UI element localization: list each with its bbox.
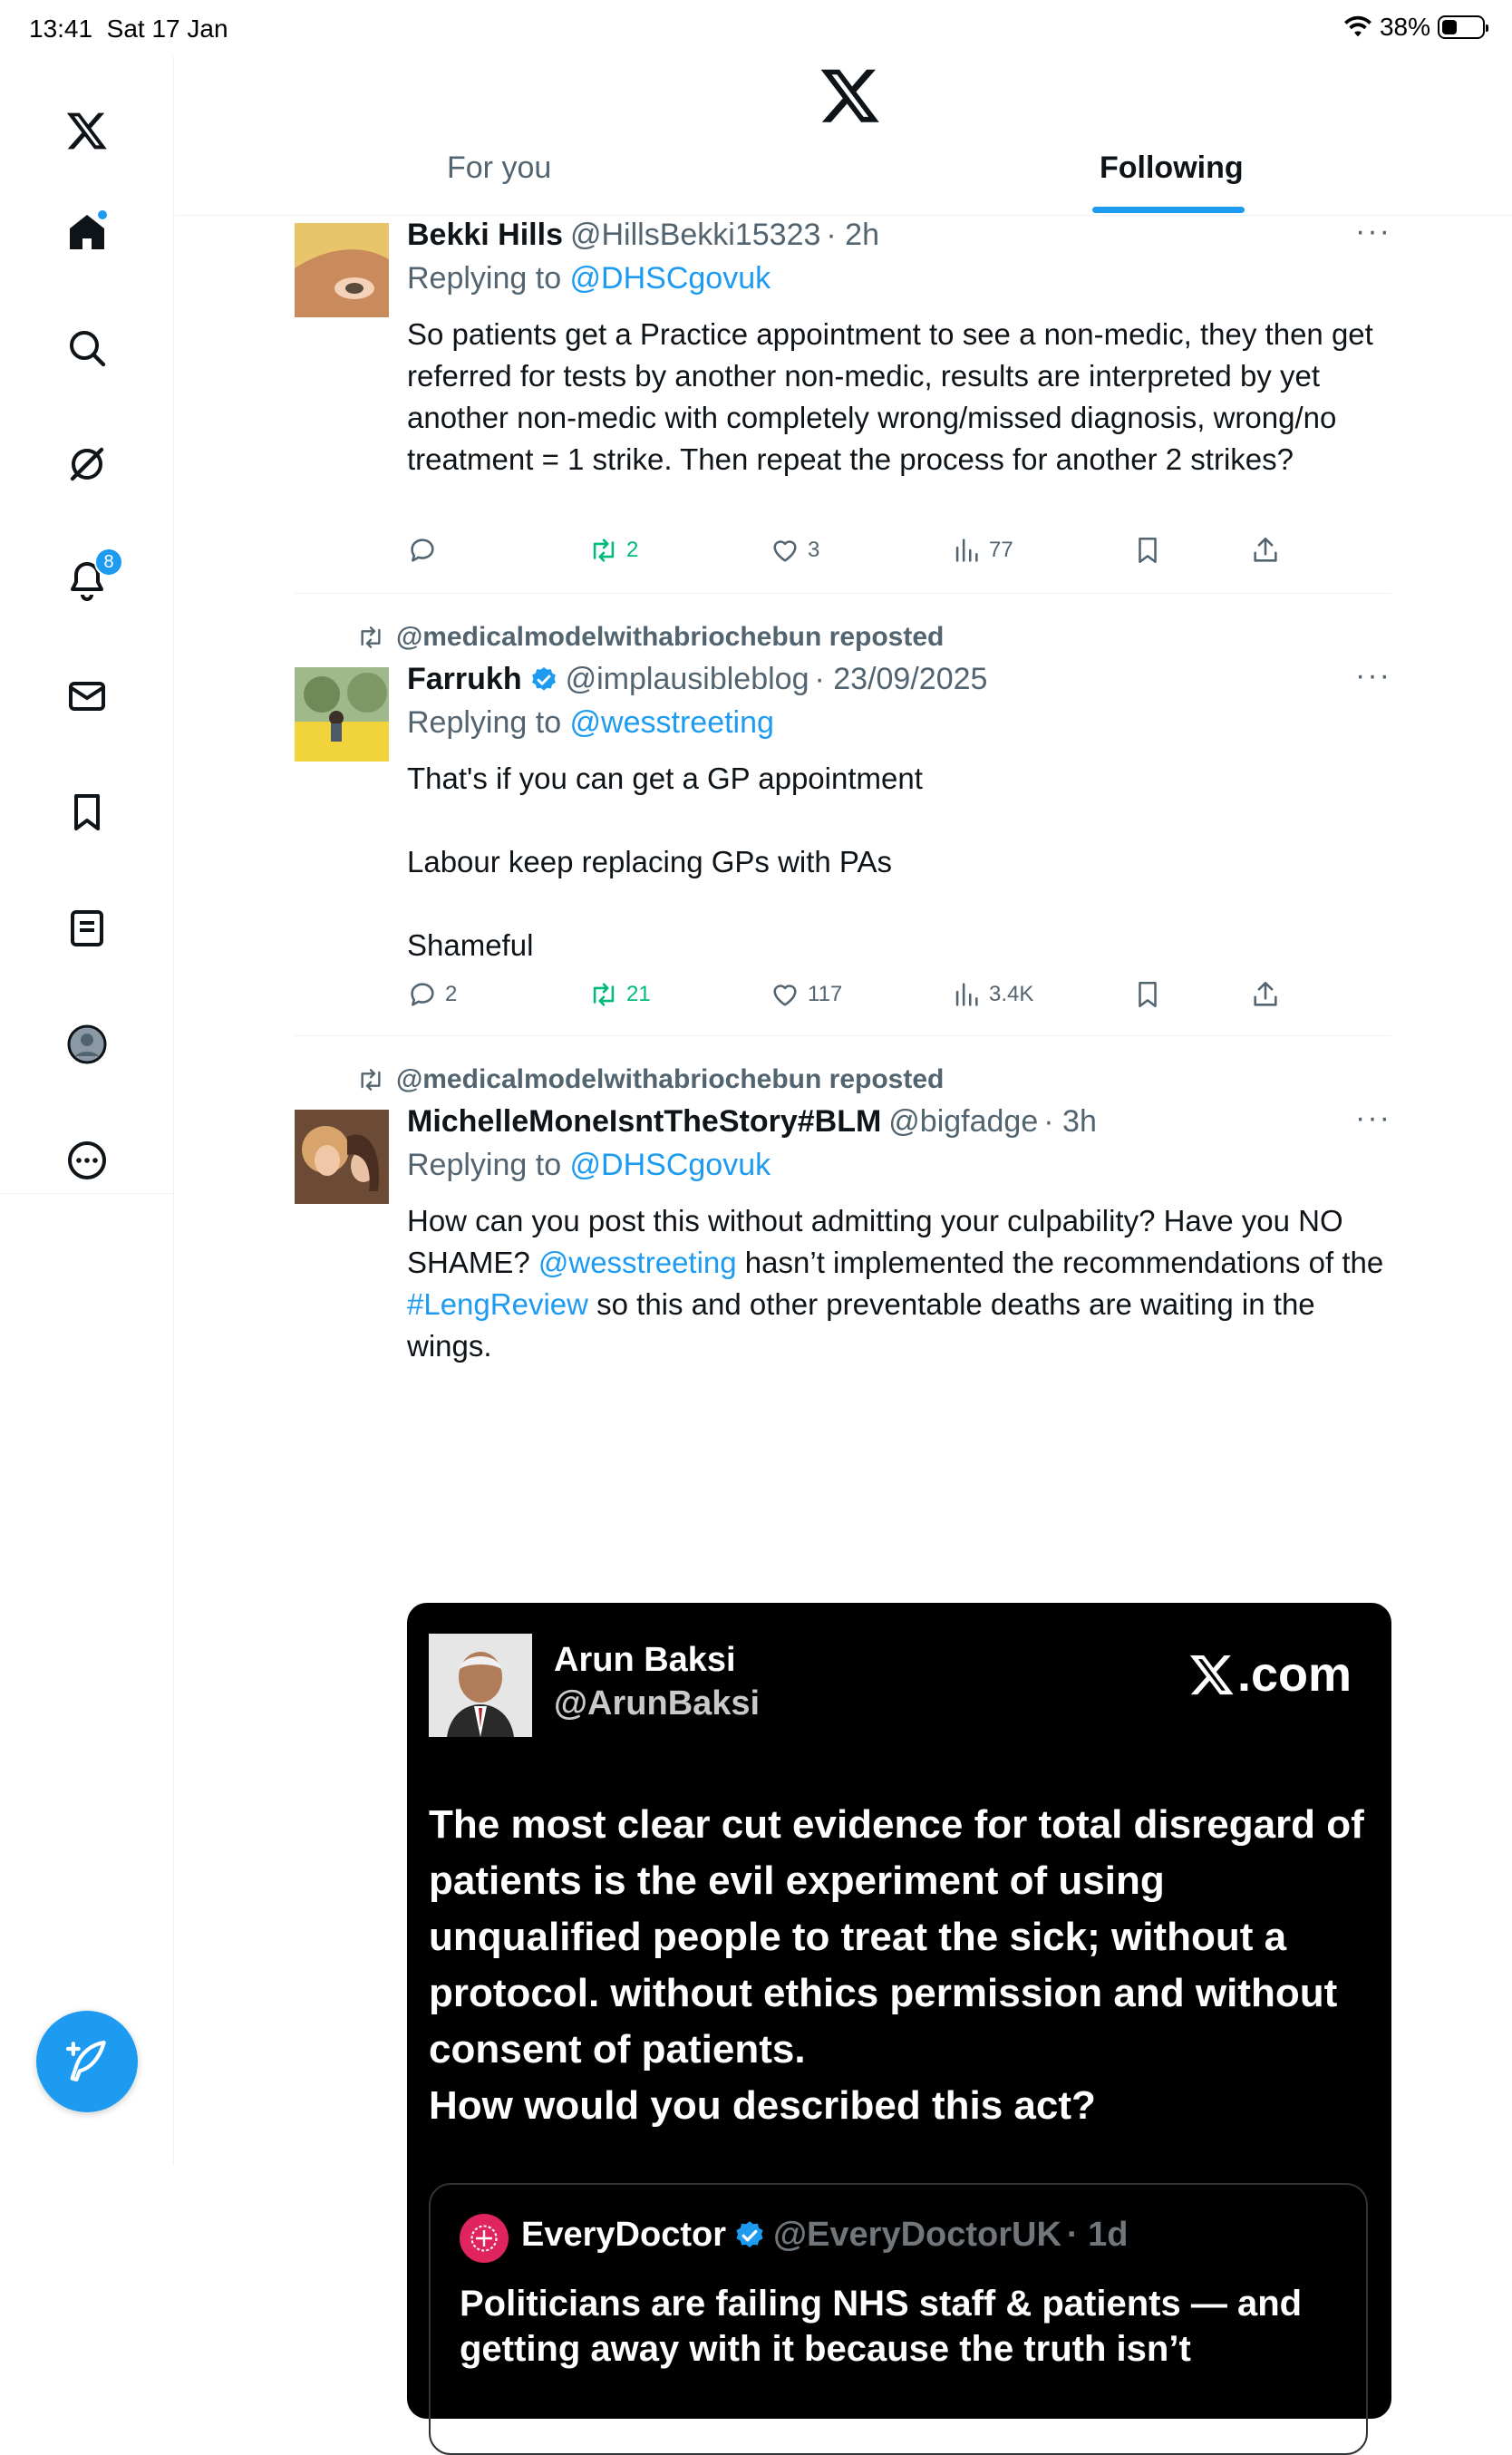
embedded-image-card[interactable] (407, 1603, 1391, 2419)
tweet-actions (407, 535, 1277, 580)
home-icon[interactable] (60, 205, 114, 259)
compose-icon (62, 2036, 112, 2087)
x-logo-icon[interactable] (819, 63, 882, 127)
quoted-author-name: EveryDoctor (521, 2216, 726, 2254)
bookmark-button[interactable] (1132, 535, 1163, 566)
status-right (1343, 13, 1485, 42)
x-logo-icon (1188, 1651, 1236, 1698)
repost-context (356, 1064, 944, 1095)
views-button[interactable]: 77 (951, 535, 1013, 566)
tweet-text: That's if you can get a GP appointment Labour keep replacing GPs with PAs Shameful (407, 762, 923, 962)
like-button[interactable]: 3 (770, 535, 819, 566)
views-icon (951, 979, 982, 1010)
tweet-header (407, 218, 879, 253)
repost-button[interactable]: 21 (588, 979, 651, 1010)
avatar[interactable] (295, 223, 389, 317)
tweet[interactable] (295, 1037, 1391, 2369)
repost-icon (588, 535, 619, 566)
more-options-icon[interactable]: ··· (1355, 658, 1391, 693)
reply-mention-link[interactable]: @DHSCgovuk (569, 1148, 771, 1182)
replying-to: Replying to @wesstreeting (407, 705, 774, 740)
timeline-header (175, 56, 1512, 216)
views-icon (951, 535, 982, 566)
tweet-time: · 23/09/2025 (814, 662, 988, 696)
bookmark-icon (1132, 979, 1163, 1010)
avatar[interactable] (295, 667, 389, 762)
reply-mention-link[interactable]: @DHSCgovuk (569, 261, 771, 296)
heart-icon (770, 979, 800, 1010)
card-site-label: .com (1188, 1646, 1352, 1703)
notifications-icon[interactable] (60, 553, 114, 607)
author-handle[interactable]: @HillsBekki15323 (569, 218, 821, 252)
quoted-author-handle: @EveryDoctorUK (772, 2216, 1061, 2254)
search-icon[interactable] (60, 321, 114, 375)
mention-link[interactable]: @wesstreeting (538, 1246, 737, 1279)
reply-icon (407, 979, 438, 1010)
card-avatar (429, 1634, 532, 1737)
tweet-time: · 3h (1043, 1104, 1097, 1139)
notifications-badge: 8 (94, 548, 123, 577)
more-options-icon[interactable]: ··· (1355, 214, 1391, 248)
battery-percent: 38% (1379, 13, 1430, 41)
tweet-header (407, 1104, 1097, 1140)
reply-button[interactable]: 2 (407, 979, 457, 1010)
battery-icon (1438, 15, 1485, 39)
profile-icon[interactable] (60, 1017, 114, 1072)
tweet-separator (295, 593, 1391, 594)
grok-icon[interactable] (60, 437, 114, 491)
author-name[interactable]: MichelleMoneIsntTheStory#BLM (407, 1104, 882, 1139)
share-button[interactable] (1250, 979, 1281, 1010)
quoted-time: · 1d (1066, 2216, 1129, 2254)
reply-icon (407, 535, 438, 566)
more-icon[interactable] (60, 1133, 114, 1188)
repost-icon (356, 1065, 385, 1094)
tab-following[interactable]: Following (1100, 150, 1244, 185)
messages-icon[interactable] (60, 669, 114, 723)
status-bar (0, 0, 1512, 56)
reply-mention-link[interactable]: @wesstreeting (569, 705, 774, 740)
active-tab-indicator (1092, 207, 1245, 213)
repost-by-label[interactable]: @medicalmodelwithabriochebun reposted (396, 1064, 945, 1094)
repost-icon (588, 979, 619, 1010)
author-name[interactable]: Bekki Hills (407, 218, 563, 252)
tweet-time: · 2h (826, 218, 879, 252)
quoted-post (429, 2183, 1368, 2455)
tweet-text: So patients get a Practice appointment to see a non-medic, they then get referred for tests by another non-medic, results are interpreted by yet another non-medic with completely wrong/missed diagnosis, wrong/no treatment = 1 strike. Then repeat the process for another 2 strikes? (407, 317, 1373, 476)
x-logo-icon[interactable] (60, 103, 114, 158)
tweet[interactable] (295, 595, 1391, 1021)
tweet-text: How can you post this without admitting your culpability? Have you NO SHAME? @wesstreeting hasn’t implemented the recommendations of the #LengReview so this and other preventable deaths are waiting in the wings. (407, 1204, 1384, 1363)
more-options-icon[interactable]: ··· (1355, 1101, 1391, 1135)
views-button[interactable]: 3.4K (951, 979, 1033, 1010)
heart-icon (770, 535, 800, 566)
repost-by-label[interactable]: @medicalmodelwithabriochebun reposted (396, 622, 945, 652)
bookmark-button[interactable] (1132, 979, 1163, 1010)
card-author-name: Arun Baksi (554, 1641, 736, 1679)
repost-icon (356, 623, 385, 652)
quoted-avatar (460, 2214, 509, 2263)
sidebar (0, 56, 174, 2165)
sidebar-divider (0, 1193, 174, 1194)
author-handle[interactable]: @bigfadge (888, 1104, 1039, 1139)
hashtag-link[interactable]: #LengReview (407, 1287, 588, 1321)
share-icon (1250, 535, 1281, 566)
share-button[interactable] (1250, 535, 1281, 566)
author-handle[interactable]: @implausibleblog (565, 662, 809, 696)
card-author-handle: @ArunBaksi (554, 1684, 761, 1722)
bookmark-icon (1132, 535, 1163, 566)
repost-button[interactable]: 2 (588, 535, 638, 566)
verified-badge-icon (733, 2219, 766, 2252)
battery-fill (1442, 20, 1457, 34)
wifi-icon (1343, 15, 1372, 39)
avatar[interactable] (295, 1110, 389, 1204)
replying-to: Replying to @DHSCgovuk (407, 1148, 771, 1182)
compose-button[interactable] (36, 2011, 138, 2112)
like-button[interactable]: 117 (770, 979, 842, 1010)
quoted-header (521, 2216, 1128, 2255)
replying-to: Replying to @DHSCgovuk (407, 261, 771, 296)
tweet[interactable] (295, 216, 1391, 597)
reply-button[interactable] (407, 535, 445, 566)
tweet-header (407, 662, 987, 697)
card-text: The most clear cut evidence for total disregard of patients is the evil experiment of using unqualified people to treat the sick; without a protocol. without ethics permission and without consent of patients. How would you described this act? (429, 1802, 1364, 2128)
repost-context (356, 622, 944, 653)
tweet-actions (407, 979, 1277, 1024)
author-name[interactable]: Farrukh (407, 662, 522, 696)
tab-for-you[interactable]: For you (447, 150, 552, 185)
lists-icon[interactable] (60, 901, 114, 956)
tweet-separator (295, 1035, 1391, 1036)
quoted-text: Politicians are failing NHS staff & patients — and getting away with it because the truth isn’t (460, 2284, 1303, 2369)
bookmarks-icon[interactable] (60, 785, 114, 839)
share-icon (1250, 979, 1281, 1010)
status-time: 13:41 Sat 17 Jan (29, 15, 228, 43)
verified-badge-icon (529, 665, 558, 694)
home-unread-dot (96, 209, 109, 221)
